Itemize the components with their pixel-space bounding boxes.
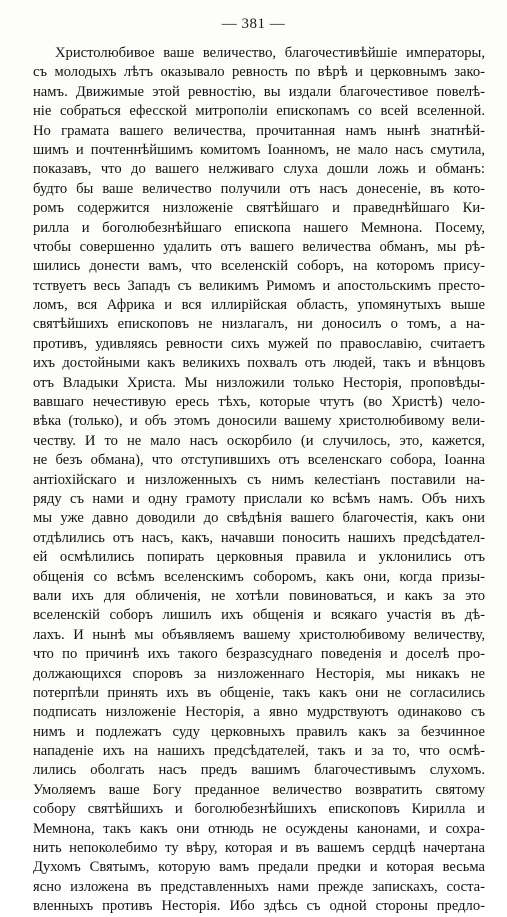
text-line: шимъ и почтеннѣйшимъ комитомъ Іоанномъ, не мало насъ смутила,: [33, 141, 485, 158]
text-line: отдѣлились отъ насъ, какъ, начавши поносить нашихъ предсѣдател-: [33, 529, 485, 546]
text-line: потерпѣли принять ихъ въ общеніе, такъ какъ они не согласились: [33, 684, 485, 701]
text-line: Христолюбивое ваше величество, благочестивѣйшіе императоры,: [55, 45, 485, 61]
text-line: ихъ достойными какъ великихъ похвалъ отъ людей, такъ и вѣнцовъ: [33, 355, 485, 372]
text-line: рилла и боголюбезнѣйшаго епископа нашего Мемнона. Посему,: [33, 219, 485, 236]
text-line: собору святѣйшихъ и боголюбезнѣйшихъ епископовъ Кирилла и: [33, 801, 485, 818]
text-line: нападеніе ихъ на нашихъ предсѣдателей, такъ и за то, что осмѣ-: [33, 743, 485, 760]
text-line: вленныхъ противъ Несторія. Ибо здѣсь съ одной стороны предло-: [33, 898, 485, 915]
text-line: вали ихъ для обличенія, не хотѣли повиноваться, и какъ за это: [33, 587, 485, 604]
text-line: ясно изложена въ представленныхъ нами прежде запискахъ, соста-: [33, 878, 485, 895]
text-line: Духомъ Святымъ, которую вамъ предали предки и которая весьма: [33, 859, 485, 876]
text-line: вавшаго нечестивую ересь тѣхъ, которые чтутъ (во Христѣ) чело-: [33, 394, 485, 411]
text-line: противъ, удивляясь ревности сихъ мужей по православію, считаетъ: [33, 335, 485, 352]
text-line: ніе собраться ефесской митрополіи епископамъ со всей вселенной.: [33, 103, 485, 120]
text-line: лились оболгать насъ предъ вашимъ благочестивымъ слухомъ.: [33, 762, 485, 779]
text-line: ромъ содержится низложеніе святѣйшаго и праведнѣйшаго Ки-: [33, 200, 485, 217]
text-line: общенія со всѣмъ вселенскимъ соборомъ, какъ они, когда призы-: [33, 568, 485, 585]
text-line: ей осмѣлились попирать церковныя правила и уклонились отъ: [33, 549, 485, 566]
text-line: шились донести вамъ, что вселенскій соборъ, на которомъ прису-: [33, 258, 485, 275]
text-line: мы уже давно доводили до свѣдѣнія вашего благочестія, какъ они: [33, 510, 485, 527]
text-line: ряду съ нами и одну грамоту прислали ко всѣмъ намъ. Объ нихъ: [33, 490, 485, 507]
text-line: Но грамата вашего величества, прочитанная намъ нынѣ знатнѣй-: [33, 122, 485, 139]
text-line: чтобы совершенно удалить отъ вашего величества обманъ, мы рѣ-: [33, 238, 485, 255]
text-line: Мемнона, такъ какъ они отнюдь не осуждены канонами, и сохра-: [33, 820, 485, 837]
text-line: намъ. Движимые этой ревностію, вы издали благочестивое повелѣ-: [33, 83, 485, 100]
text-line: нить непоколебимо ту вѣру, которая и въ вашемъ сердцѣ начертана: [33, 840, 485, 857]
page-number: — 381 —: [221, 16, 286, 32]
text-line: Умоляемъ ваше Богу преданное величество возвратить святому: [33, 781, 485, 798]
text-line: не безъ обмана), что отступившихъ отъ вселенскаго собора, Іоанна: [33, 452, 485, 469]
text-line: вселенскій соборъ лишилъ ихъ общенія и всякаго участія въ дѣ-: [33, 607, 485, 624]
text-line: ломъ, вся Африка и вся иллирійская область, упомянутыхъ выше: [33, 297, 485, 314]
text-line: честву. И то не мало насъ оскорбило (и случилось, это, кажется,: [33, 432, 485, 449]
text-line: антіохійскаго и низложенныхъ съ нимъ келестіанъ поставили на-: [33, 471, 485, 488]
text-line: съ молодыхъ лѣтъ оказывало ревность по вѣрѣ и церковнымъ зако-: [33, 64, 485, 81]
text-line: будто бы ваше величество получили отъ насъ донесеніе, въ кото-: [33, 180, 485, 197]
text-line: должающихся споровъ за низложеннаго Несторія, мы никакъ не: [33, 665, 485, 682]
text-line: подписать низложеніе Несторія, а явно мудрствуютъ одинаково съ: [33, 704, 485, 721]
text-line: нимъ и подлежатъ суду церковныхъ правилъ какъ за безчинное: [33, 723, 485, 740]
body-text: [33, 44, 485, 917]
text-line: тствуетъ весь Западъ съ великимъ Римомъ и апостольскимъ престо-: [33, 277, 485, 294]
text-line: что по причинѣ ихъ такого безразсуднаго поведенія и доселѣ про-: [33, 646, 485, 663]
text-line: святѣйшихъ епископовъ не низлагалъ, ни доносилъ о томъ, а на-: [33, 316, 485, 333]
text-line: отъ Владыки Христа. Мы низложили только Несторія, проповѣды-: [33, 374, 485, 391]
text-line: вѣка (только), и объ этомъ доносили вашему христолюбивому вели-: [33, 413, 485, 430]
text-line: показавъ, что до вашего нелживаго слуха дошли ложь и обманъ:: [33, 161, 485, 178]
text-line: лахъ. И нынѣ мы объявляемъ вашему христолюбивому величеству,: [33, 626, 485, 643]
